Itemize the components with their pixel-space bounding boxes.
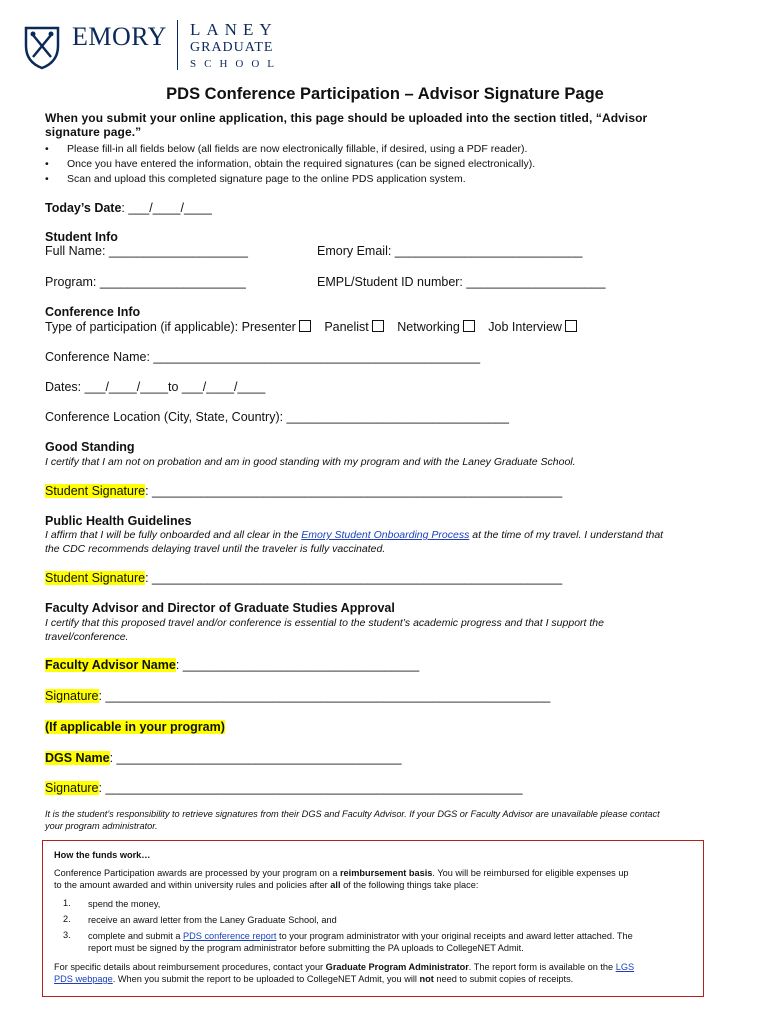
conference-location-field[interactable]: Conference Location (City, State, Country): ________________________________ xyxy=(45,410,510,424)
bullet-icon: • xyxy=(45,173,49,185)
conference-name-field[interactable]: Conference Name: _______________________________________________ xyxy=(45,350,481,364)
dgs-signature-field[interactable]: Signature: ____________________________________________________________ xyxy=(45,781,523,795)
emory-email-field[interactable]: Emory Email: ___________________________ xyxy=(317,244,583,258)
good-standing-statement: I certify that I am not on probation and am in good standing with my program and with the Laney Graduate School. xyxy=(45,456,576,468)
instruction-list xyxy=(45,142,535,187)
list-item: complete and submit a PDS conference report to your program administrator with your original receipts and award letter attached. The xyxy=(88,931,633,941)
list-item: • Scan and upload this completed signature page to the online PDS application system. xyxy=(45,173,466,185)
program-field[interactable]: Program: _____________________ xyxy=(45,275,246,289)
student-signature-label: Student Signature xyxy=(45,571,146,585)
good-standing-heading: Good Standing xyxy=(45,440,135,454)
logo-emory: EMORY xyxy=(72,22,167,51)
networking-label: Networking xyxy=(397,320,460,334)
public-health-statement-2: the CDC recommends delaying travel until the traveler is fully vaccinated. xyxy=(45,543,386,555)
logo-laney: LANEY xyxy=(190,20,278,39)
job-interview-checkbox[interactable] xyxy=(565,320,577,332)
torch-shield-icon xyxy=(22,22,62,70)
signature-label: Signature xyxy=(45,689,99,703)
public-health-heading: Public Health Guidelines xyxy=(45,514,192,528)
funds-paragraph-1: Conference Participation awards are processed by your program on a reimbursement basis. You will be reimbursed for eligible expenses up xyxy=(54,868,629,878)
participation-type-label: Type of participation (if applicable): Presenter xyxy=(45,320,296,334)
list-number: 1. xyxy=(63,898,71,908)
dgs-name-label: DGS Name xyxy=(45,751,110,765)
page-title: PDS Conference Participation – Advisor Signature Page xyxy=(166,85,604,103)
logo-divider xyxy=(177,20,178,70)
presenter-checkbox[interactable] xyxy=(299,320,311,332)
funds-paragraph-2-line-2: PDS webpage. When you submit the report to be uploaded to CollegeNET Admit, you will not need to submit copies of receipts. xyxy=(54,974,574,984)
faculty-advisor-name-label: Faculty Advisor Name xyxy=(45,658,176,672)
pds-conference-report-link[interactable]: PDS conference report xyxy=(183,931,277,941)
funds-heading: How the funds work… xyxy=(54,850,151,860)
list-item: • Please fill-in all fields below (all fields are now electronically fillable, if desired, using a PDF reader). xyxy=(45,143,528,155)
advisor-approval-heading: Faculty Advisor and Director of Graduate Studies Approval xyxy=(45,601,395,615)
funds-paragraph-1-line-2: to the amount awarded and within university rules and policies after all of the following things take place: xyxy=(54,880,479,890)
todays-date-field[interactable]: Today’s Date: ___/____/____ xyxy=(45,201,212,215)
todays-date-label: Today’s Date xyxy=(45,201,122,215)
list-item: • Once you have entered the information, obtain the required signatures (can be signed electronically). xyxy=(45,158,536,170)
list-number: 2. xyxy=(63,914,71,924)
student-info-heading: Student Info xyxy=(45,230,118,244)
student-signature-field-2[interactable]: Student Signature: ___________________________________________________________ xyxy=(45,571,563,585)
responsibility-note: It is the student’s responsibility to retrieve signatures from their DGS and Faculty Advisor. If your DGS or Faculty Advisor are unavailable please contact your program administrator. xyxy=(45,809,660,831)
funds-info-box xyxy=(42,840,704,997)
student-signature-field-1[interactable]: Student Signature: ___________________________________________________________ xyxy=(45,484,563,498)
list-item: spend the money, xyxy=(88,899,161,909)
logo-school: SCHOOL xyxy=(190,58,283,70)
participation-type-row xyxy=(45,320,587,334)
funds-paragraph-2: For specific details about reimbursement procedures, contact your Graduate Program Administrator. The report form is available on the LGS xyxy=(54,962,635,972)
list-item-continued: report must be signed by the program administrator before submitting the PA uploads to CollegeNET Admit. xyxy=(88,943,524,953)
advisor-statement-2: travel/conference. xyxy=(45,631,129,643)
pds-webpage-link[interactable]: PDS webpage xyxy=(54,974,113,984)
logo-graduate: GRADUATE xyxy=(190,40,274,55)
bullet-icon: • xyxy=(45,158,49,170)
conference-info-heading: Conference Info xyxy=(45,305,141,319)
emory-laney-logo xyxy=(22,20,284,74)
list-item: receive an award letter from the Laney Graduate School, and xyxy=(88,915,337,925)
signature-label: Signature xyxy=(45,781,99,795)
student-id-field[interactable]: EMPL/Student ID number: ____________________ xyxy=(317,275,606,289)
list-number: 3. xyxy=(63,930,71,940)
if-applicable-note: (If applicable in your program) xyxy=(45,720,225,734)
public-health-statement: I affirm that I will be fully onboarded and all clear in the Emory Student Onboarding Process at the time of my travel. I understand that xyxy=(45,529,664,541)
conference-dates-field[interactable]: Dates: ___/____/____to ___/____/____ xyxy=(45,380,266,394)
panelist-label: Panelist xyxy=(324,320,369,334)
lgs-link[interactable]: LGS xyxy=(615,962,635,972)
panelist-checkbox[interactable] xyxy=(372,320,384,332)
advisor-signature-field[interactable]: Signature: ________________________________________________________________ xyxy=(45,689,551,703)
intro-text: When you submit your online application, this page should be uploaded into the section titled, “Advisor signature page.” xyxy=(45,111,648,139)
student-signature-label: Student Signature xyxy=(45,484,146,498)
bullet-icon: • xyxy=(45,143,49,155)
onboarding-process-link[interactable]: Emory Student Onboarding Process xyxy=(301,529,470,541)
advisor-statement: I certify that this proposed travel and/or conference is essential to the student’s academic progress and that I support the xyxy=(45,617,604,629)
full-name-field[interactable]: Full Name: ____________________ xyxy=(45,244,248,258)
job-interview-label: Job Interview xyxy=(488,320,562,334)
networking-checkbox[interactable] xyxy=(463,320,475,332)
dgs-name-field[interactable]: DGS Name: _________________________________________ xyxy=(45,751,402,765)
faculty-advisor-name-field[interactable]: Faculty Advisor Name: __________________________________ xyxy=(45,658,420,672)
